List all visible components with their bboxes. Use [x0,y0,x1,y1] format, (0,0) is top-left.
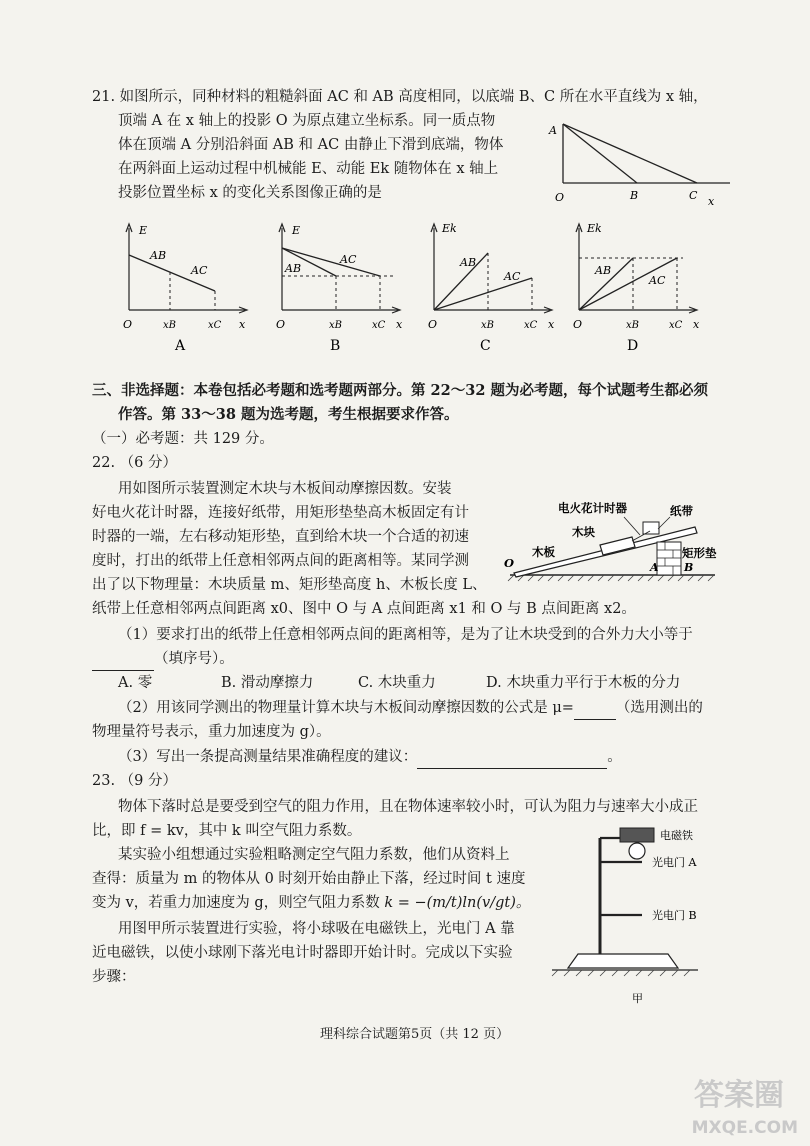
answer-blank-3[interactable] [417,746,607,769]
incline-ac [563,124,697,183]
label-x: x [708,195,715,208]
q22-s1a: （1）要求打出的纸带上任意相邻两点间的距离相等，是为了让木块受到的合外力大小等于 [118,627,693,643]
ab-label: AB [150,249,167,262]
q23-head: 23. （9 分） [92,773,178,789]
xc-label: xC [669,320,683,331]
watermark-top: 答案圈 [694,1078,784,1113]
q23-p1: 物体下落时总是要受到空气的阻力作用，且在物体速率较小时，可认为阻力与速率大小成正 [118,799,698,815]
ball-shape [629,843,645,859]
q22-p5: 出了以下物理量：木块质量 m、矩形垫高度 h、木板长度 L、 [92,577,487,593]
q21-line3: 体在顶端 A 分别沿斜面 AB 和 AC 由静止下滑到底端，物体 [118,137,504,153]
magnet-shape [620,828,654,842]
graph-d [565,218,705,353]
timer-label: 电火花计时器 [558,501,627,515]
q22-s1b: （填序号）。 [154,651,234,667]
y-label: Ek [442,222,457,235]
option-letter: B [330,338,341,354]
q22-s3-end: 。 [607,749,622,765]
y-label: Ek [587,222,602,235]
board-label: 木板 [532,545,555,559]
answer-blank-2[interactable] [574,697,616,720]
ac-label: AC [504,270,521,283]
q23-p8: 步骤： [92,969,136,985]
block-label: 木块 [572,525,595,539]
figure-caption: 甲 [632,992,643,1005]
option-letter: A [175,338,186,354]
section3-line1: 三、非选择题：本卷包括必考题和选考题两部分。第 22～32 题为必考题，每个试题考生都必须 [92,382,708,399]
magnet-label: 电磁铁 [660,829,693,842]
label-o: O [555,191,565,204]
q22-p6: 纸带上任意相邻两点间距离 x0、图中 O 与 A 点间距离 x1 和 O 与 B 点间距离 x2。 [92,601,636,617]
q23-p4: 查得：质量为 m 的物体从 0 时刻开始由静止下落，经过时间 t 速度 [92,871,526,887]
q21-line2: 顶端 A 在 x 轴上的投影 O 为原点建立坐标系。同一质点物 [118,113,496,129]
o-label: O [504,556,515,570]
option-letter: C [480,338,491,354]
q23-p5: 变为 v，若重力加速度为 g，则空气阻力系数 [92,895,380,911]
gate-b-label: 光电门 B [652,909,697,922]
a-label: A [650,561,659,574]
q22-p3: 时器的一端，左右移动矩形垫，直到给木块一个合适的初速 [92,529,469,545]
x-label: x [548,318,555,331]
pad-label: 矩形垫 [682,546,717,560]
graph-c [420,218,560,353]
q22-p2: 好电火花计时器，连接好纸带，用矩形垫垫高木板固定有计 [92,505,469,521]
pad-shape [657,542,681,575]
q21-line5: 投影位置坐标 x 的变化关系图像正确的是 [118,185,382,201]
q22-option-c: C. 木块重力 [358,675,436,691]
origin-label: O [276,318,286,331]
x-label: x [239,318,246,331]
drag-coefficient-formula: k = −(m/t)ln(v/gt)。 [384,895,531,911]
q21-incline-figure [545,118,735,213]
q22-s3: （3）写出一条提高测量结果准确程度的建议： [118,749,418,765]
timer-shape [643,522,659,534]
base-shape [568,954,678,968]
q21-line4: 在两斜面上运动过程中机械能 E、动能 Ek 随物体在 x 轴上 [118,161,499,177]
b-label: B [684,561,694,574]
x-label: x [693,318,700,331]
ac-label: AC [340,253,357,266]
graph-b [268,218,408,353]
y-label: E [139,224,148,237]
section3-sub: （一）必考题：共 129 分。 [92,431,274,447]
watermark-bottom: MXQE.COM [691,1118,798,1138]
xc-label: xC [208,320,222,331]
q23-p7: 近电磁铁，以使小球刚下落光电计时器即开始计时。完成以下实验 [92,945,513,961]
ac-label: AC [191,264,208,277]
q22-s3-row [118,746,622,769]
xb-label: xB [626,320,639,331]
q22-s2c: 物理量符号表示，重力加速度为 g）。 [92,724,331,740]
ab-label: AB [460,256,477,269]
q22-option-b: B. 滑动摩擦力 [221,675,314,691]
q22-p1: 用如图所示装置测定木块与木板间动摩擦因数。安装 [118,481,452,497]
q22-apparatus-figure [500,495,720,585]
q22-p4: 度时，打出的纸带上任意相邻两点间的距离相等。某同学测 [92,553,469,569]
q23-p6: 用图甲所示装置进行实验，将小球吸在电磁铁上，光电门 A 靠 [118,921,515,937]
q22-s2-row [118,697,703,720]
q21-line1: 21. 如图所示，同种材料的粗糙斜面 AC 和 AB 高度相同，以底端 B、C 所在水平直线为 x 轴， [92,89,708,105]
option-letter: D [627,338,639,354]
q23-p3: 某实验小组想通过实验粗略测定空气阻力系数，他们从资料上 [118,847,510,863]
y-label: E [292,224,301,237]
gate-a-label: 光电门 A [652,856,697,869]
q23-apparatus-figure [548,820,728,1010]
label-c: C [689,189,698,202]
ac-label: AC [649,274,666,287]
tape-label: 纸带 [670,504,693,518]
origin-label: O [573,318,583,331]
origin-label: O [428,318,438,331]
label-a: A [549,124,557,137]
q22-option-d: D. 木块重力平行于木板的分力 [486,675,681,691]
incline-ab [563,124,637,183]
xb-label: xB [481,320,494,331]
section3-line2: 作答。第 33～38 题为选考题，考生根据要求作答。 [118,406,459,423]
q22-s2b: （选用测出的 [615,700,703,716]
xc-label: xC [524,320,538,331]
ab-label: AB [595,264,612,277]
x-label: x [396,318,403,331]
q22-head: 22. （6 分） [92,455,178,471]
xb-label: xB [329,320,342,331]
xc-label: xC [372,320,386,331]
xb-label: xB [163,320,176,331]
q22-s1-row [92,648,234,671]
q22-s2a: （2）用该同学测出的物理量计算木块与木板间动摩擦因数的公式是 μ= [118,700,574,716]
ab-label: AB [285,262,302,275]
q22-option-a: A. 零 [118,675,153,691]
page-footer: 理科综合试题第5页（共 12 页） [320,1027,510,1042]
q23-p2: 比，即 f = kv，其中 k 叫空气阻力系数。 [92,823,362,839]
graph-a [115,218,255,353]
label-b: B [630,189,639,202]
q23-p5-row [92,892,530,914]
origin-label: O [123,318,133,331]
answer-blank-1[interactable] [92,648,154,671]
